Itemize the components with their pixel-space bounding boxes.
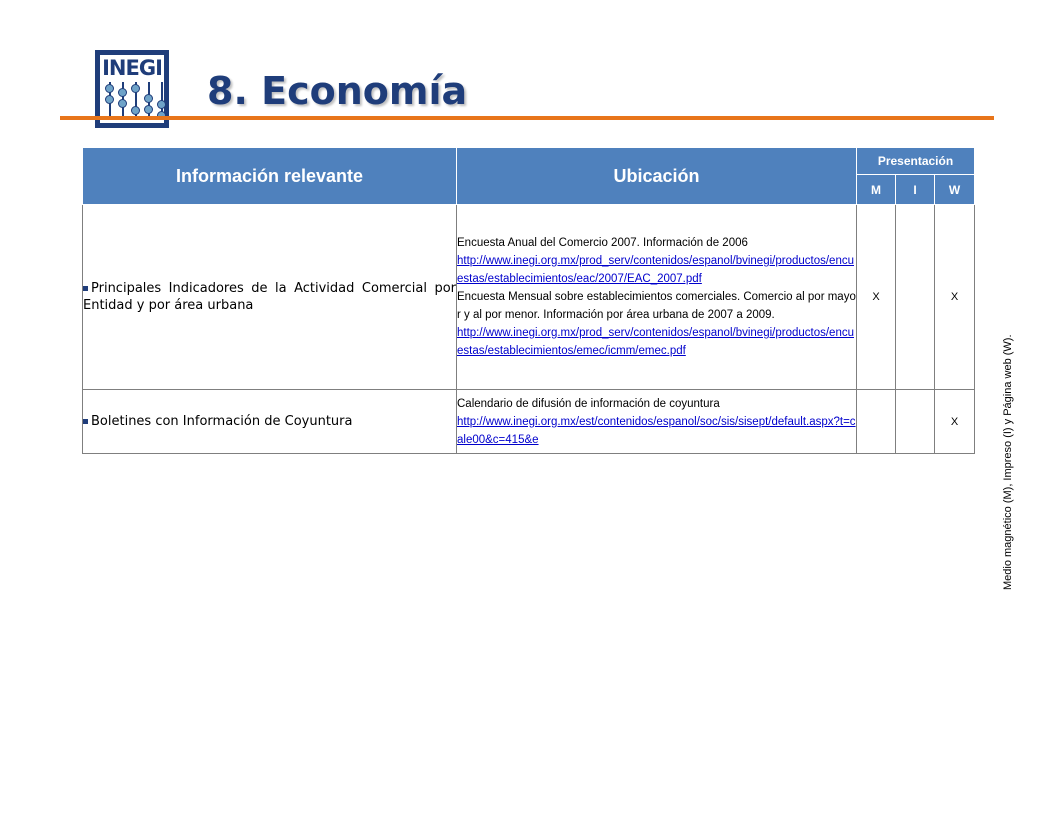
info-text: Principales Indicadores de la Actividad Comercial por Entidad y por área urbana bbox=[83, 281, 456, 313]
info-text: Boletines con Información de Coyuntura bbox=[91, 414, 353, 429]
info-cell bbox=[83, 390, 457, 454]
info-cell bbox=[83, 205, 457, 390]
mark-i bbox=[896, 390, 935, 454]
mark-i bbox=[896, 205, 935, 390]
title-underline bbox=[60, 116, 994, 120]
bullet-icon bbox=[83, 286, 88, 291]
abacus-icon bbox=[103, 82, 161, 120]
location-cell bbox=[457, 390, 857, 454]
location-description: Encuesta Anual del Comercio 2007. Información de 2006 bbox=[457, 237, 748, 249]
location-link[interactable]: http://www.inegi.org.mx/prod_serv/contenidos/espanol/bvinegi/productos/encuestas/establecimientos/emec/icmm/emec.pdf bbox=[457, 327, 854, 357]
bullet-icon bbox=[83, 419, 88, 424]
column-header-location: Ubicación bbox=[457, 148, 857, 205]
table-row bbox=[83, 205, 975, 390]
logo-text: INEGI bbox=[102, 56, 162, 80]
page-title: 8. Economía bbox=[207, 69, 468, 113]
mark-w: X bbox=[935, 390, 975, 454]
information-table bbox=[82, 147, 975, 454]
presentation-legend: Medio magnético (M), Impreso (I) y Página web (W). bbox=[1002, 334, 1014, 590]
column-header-m: M bbox=[857, 175, 896, 205]
column-header-info: Información relevante bbox=[83, 148, 457, 205]
mark-m bbox=[857, 390, 896, 454]
mark-m: X bbox=[857, 205, 896, 390]
table-row bbox=[83, 390, 975, 454]
location-link[interactable]: http://www.inegi.org.mx/est/contenidos/espanol/soc/sis/sisept/default.aspx?t=cale00&c=415&e bbox=[457, 415, 856, 446]
location-link[interactable]: http://www.inegi.org.mx/prod_serv/contenidos/espanol/bvinegi/productos/encuestas/establecimientos/eac/2007/EAC_2007.pdf bbox=[457, 255, 854, 285]
column-header-w: W bbox=[935, 175, 975, 205]
column-header-presentation: Presentación bbox=[857, 148, 975, 175]
location-description: Calendario de difusión de información de coyuntura bbox=[457, 397, 720, 410]
location-cell bbox=[457, 205, 857, 390]
column-header-i: I bbox=[896, 175, 935, 205]
mark-w: X bbox=[935, 205, 975, 390]
location-description: Encuesta Mensual sobre establecimientos comerciales. Comercio al por mayor y al por menor. Información por área urbana de 2007 a 2009. bbox=[457, 291, 856, 321]
